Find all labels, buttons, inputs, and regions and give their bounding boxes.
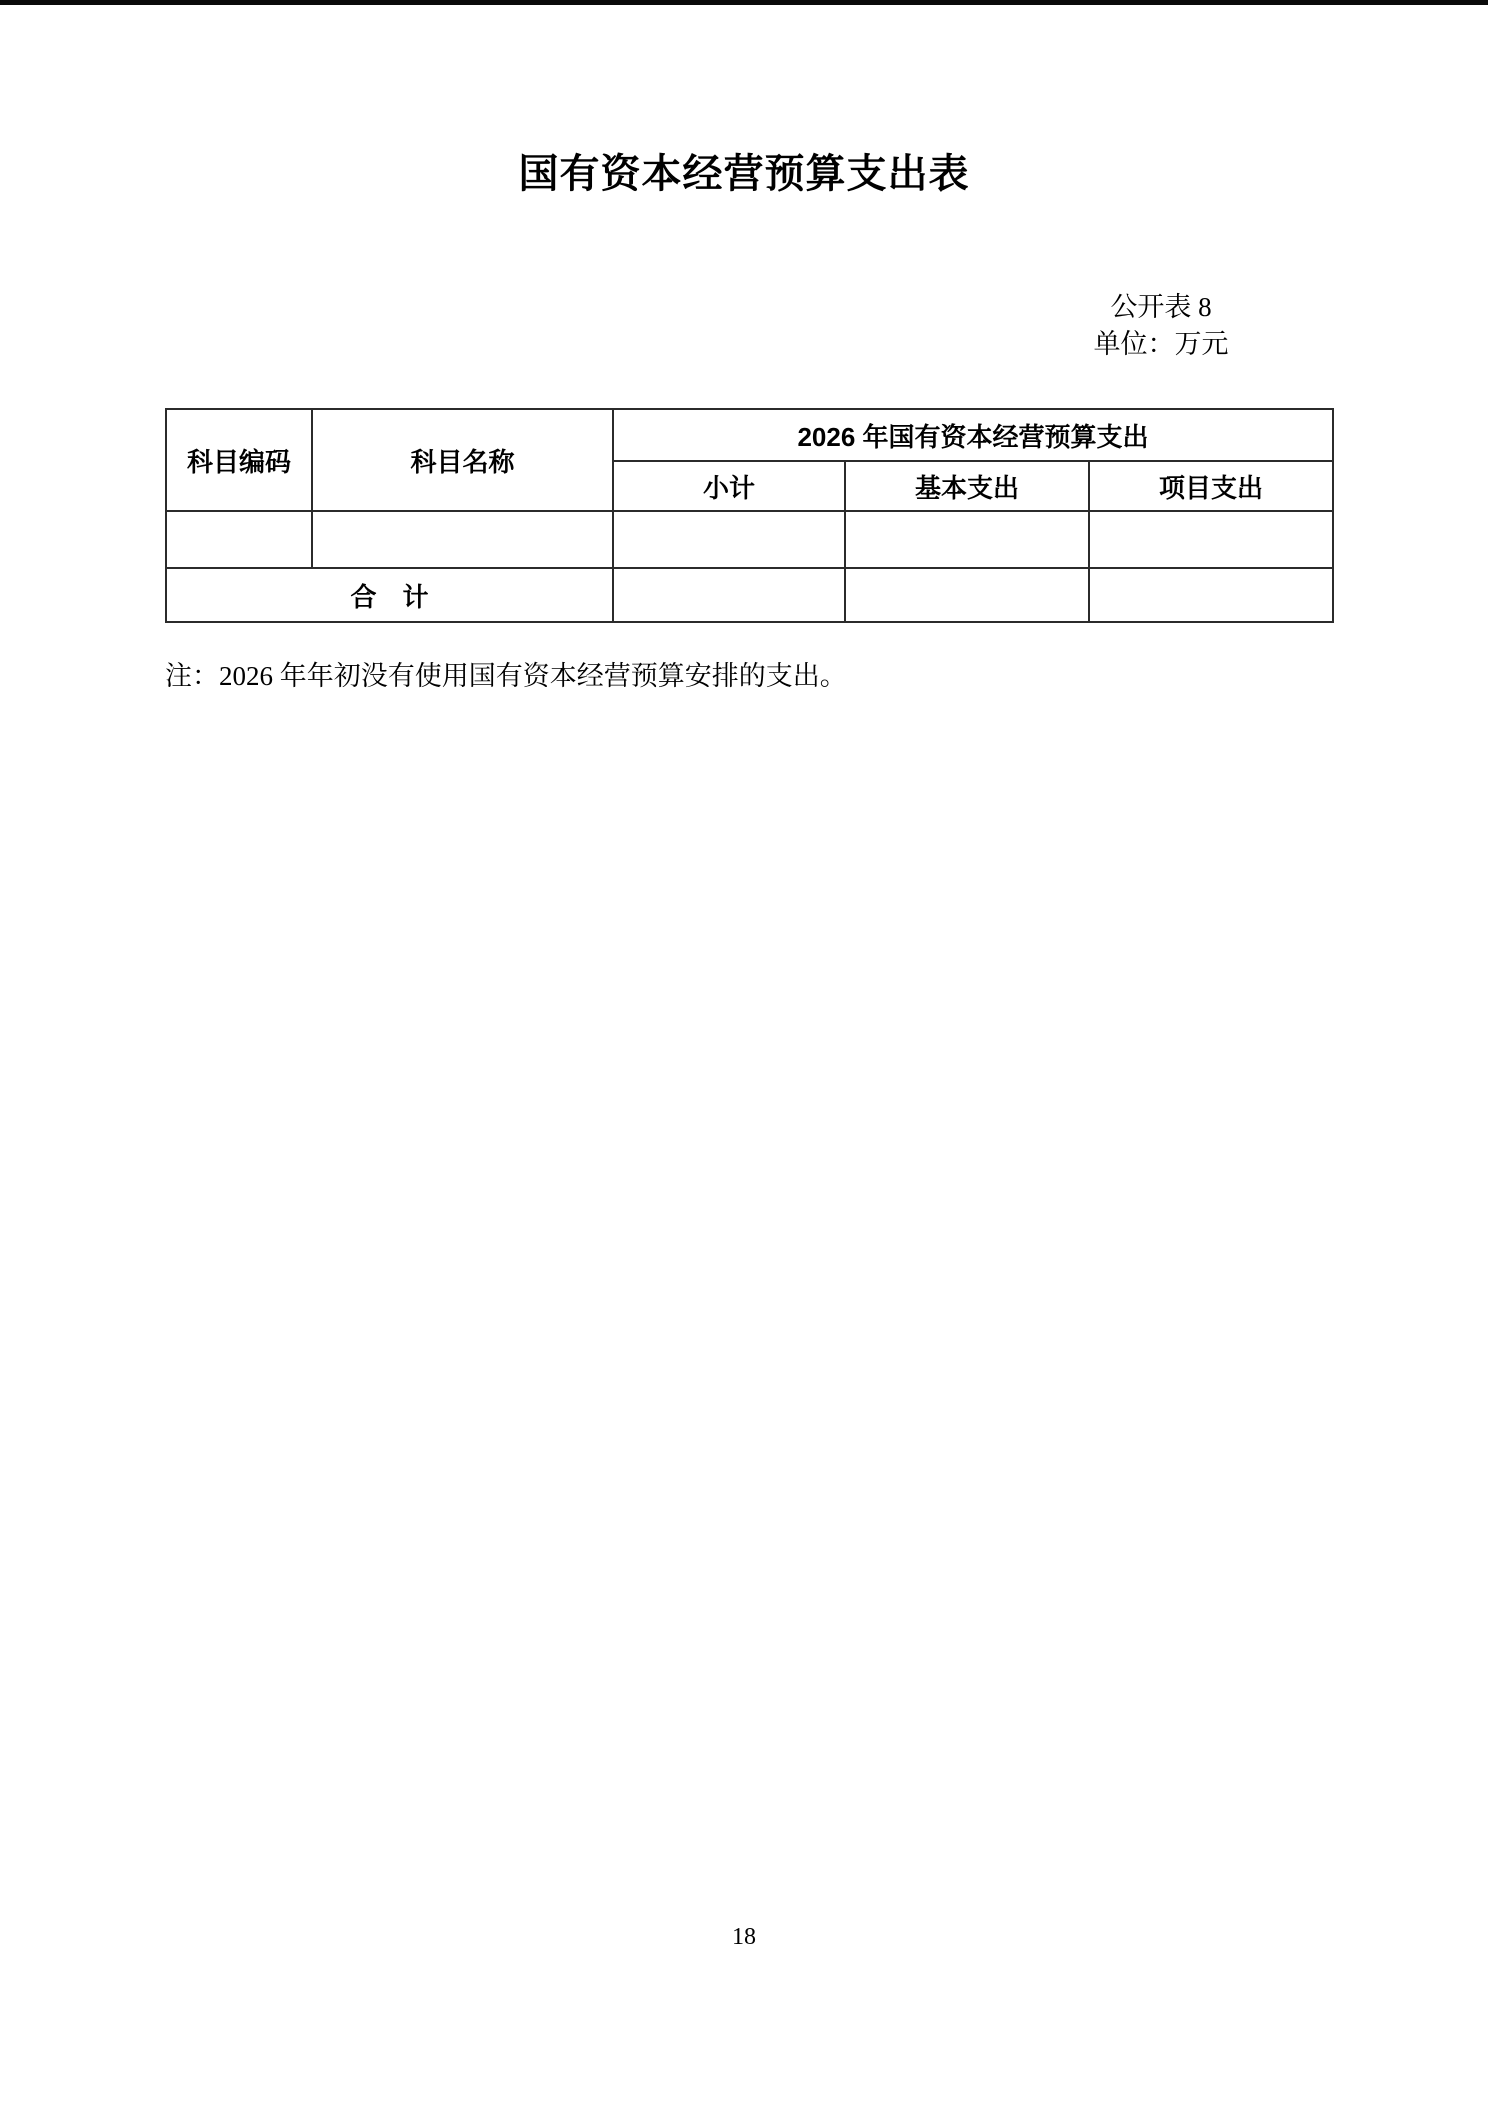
total-cell-subtotal	[613, 568, 845, 622]
public-table-label: 公开表 8	[1110, 292, 1212, 322]
table-total-row	[166, 568, 1333, 622]
table-row	[166, 511, 1333, 568]
data-cell-project	[1089, 511, 1333, 568]
table-note: 注：2026 年年初没有使用国有资本经营预算安排的支出。	[165, 661, 847, 691]
total-cell-project	[1089, 568, 1333, 622]
data-cell-basic	[845, 511, 1089, 568]
header-cell-subtotal: 小计	[613, 461, 845, 511]
page-number: 18	[732, 1924, 756, 1950]
header-cell-basic-expenditure: 基本支出	[845, 461, 1089, 511]
data-cell-subtotal	[613, 511, 845, 568]
header-cell-subject-name: 科目名称	[312, 409, 613, 511]
total-cell-basic	[845, 568, 1089, 622]
data-cell-name	[312, 511, 613, 568]
total-label-cell: 合 计	[166, 568, 613, 622]
unit-label: 单位：万元	[1093, 329, 1229, 359]
table-meta	[1000, 289, 1322, 363]
scan-edge-bar	[0, 0, 1488, 5]
page-title: 国有资本经营预算支出表	[518, 152, 970, 196]
data-cell-code	[166, 511, 312, 568]
header-cell-year-span: 2026 年国有资本经营预算支出	[613, 409, 1333, 461]
table-header-row-1	[166, 409, 1333, 461]
budget-expenditure-table	[165, 408, 1334, 623]
header-cell-subject-code: 科目编码	[166, 409, 312, 511]
header-cell-project-expenditure: 项目支出	[1089, 461, 1333, 511]
